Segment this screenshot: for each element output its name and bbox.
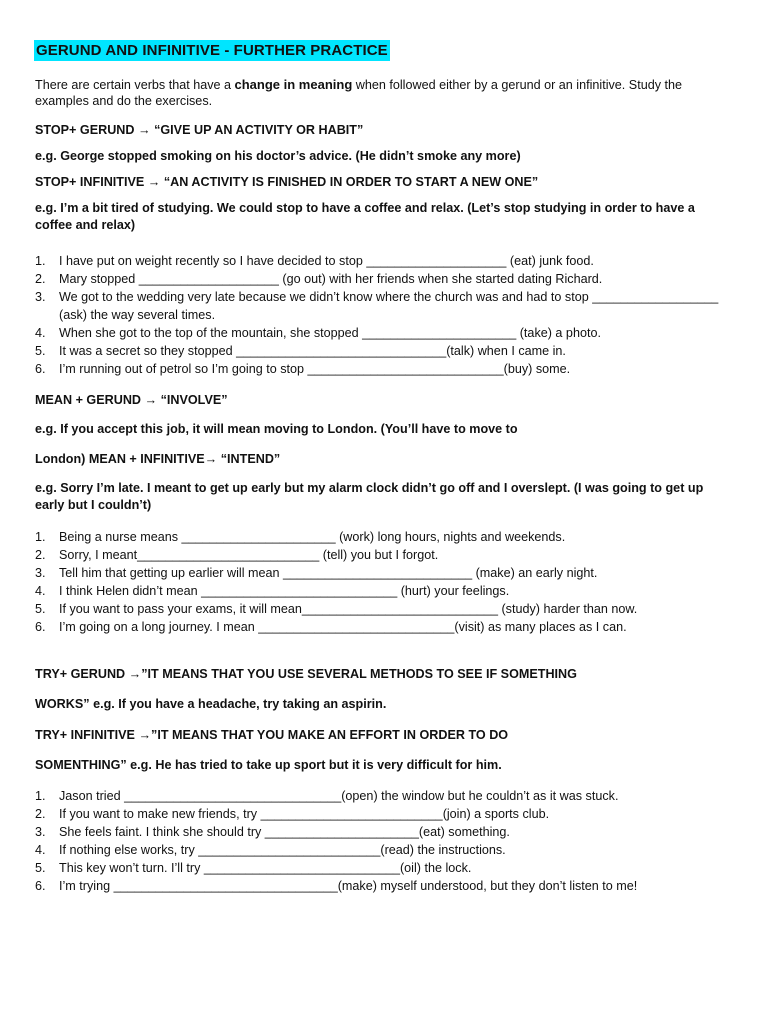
exercise-item: [35, 546, 735, 564]
item-text: We got to the wedding very late because we didn’t know where the church was and had to stop __________________ (ask) the way several times.: [59, 290, 719, 322]
try-infinitive-example: SOMENTHING” e.g. He has tried to take up sport but it is very difficult for him.: [35, 758, 502, 772]
intro-text-after: when followed either by a gerund or an infinitive. Study the examples and do the exercises.: [35, 78, 683, 108]
exercise-item: [35, 841, 735, 859]
exercise-item: [35, 787, 735, 805]
item-text: I’m trying ________________________________(make) myself understood, but they don’t listen to me!: [59, 879, 638, 893]
worksheet-page: [35, 40, 735, 895]
exercise-item: [35, 270, 735, 288]
item-number: 4.: [35, 584, 46, 598]
item-number: 6.: [35, 879, 46, 893]
page-title: GERUND AND INFINITIVE - FURTHER PRACTICE: [36, 42, 388, 59]
item-number: 6.: [35, 362, 46, 376]
try-gerund-rule: TRY+ GERUND →”IT MEANS THAT YOU USE SEVERAL METHODS TO SEE IF SOMETHING: [35, 667, 577, 681]
item-text: Mary stopped ____________________ (go out) with her friends when she started dating Richard.: [59, 272, 603, 286]
exercise-item: [35, 360, 735, 378]
item-number: 2.: [35, 272, 46, 286]
exercise-item: [35, 252, 735, 270]
item-text: If nothing else works, try __________________________(read) the instructions.: [59, 843, 506, 857]
stop-infinitive-rule: STOP+ INFINITIVE → “AN ACTIVITY IS FINISHED IN ORDER TO START A NEW ONE”: [35, 175, 539, 189]
stop-exercise-list: [35, 252, 735, 378]
intro-text-before: There are certain verbs that have a: [35, 78, 235, 92]
item-number: 4.: [35, 326, 46, 340]
item-text: I have put on weight recently so I have decided to stop ____________________ (eat) junk food.: [59, 254, 594, 268]
exercise-item: [35, 582, 735, 600]
item-number: 6.: [35, 620, 46, 634]
item-number: 4.: [35, 843, 46, 857]
item-number: 1.: [35, 254, 46, 268]
mean-gerund-example: e.g. If you accept this job, it will mean moving to London. (You’ll have to move to: [35, 422, 518, 436]
mean-infinitive-rule: London) MEAN + INFINITIVE→ “INTEND”: [35, 452, 281, 466]
item-number: 3.: [35, 825, 46, 839]
item-number: 3.: [35, 290, 46, 304]
item-number: 2.: [35, 548, 46, 562]
item-number: 2.: [35, 807, 46, 821]
item-text: I think Helen didn’t mean ____________________________ (hurt) your feelings.: [59, 584, 510, 598]
intro-paragraph: [35, 77, 735, 109]
mean-infinitive-example: e.g. Sorry I’m late. I meant to get up early but my alarm clock didn’t go off and I overslept. (I was going to get up early but I couldn’t): [35, 481, 704, 512]
exercise-item: [35, 600, 735, 618]
exercise-item: [35, 805, 735, 823]
item-number: 1.: [35, 789, 46, 803]
item-text: It was a secret so they stopped ______________________________(talk) when I came in.: [59, 344, 566, 358]
item-number: 5.: [35, 861, 46, 875]
item-text: I’m running out of petrol so I’m going to stop ____________________________(buy) some.: [59, 362, 571, 376]
item-number: 3.: [35, 566, 46, 580]
item-text: This key won’t turn. I’ll try ____________________________(oil) the lock.: [59, 861, 472, 875]
mean-gerund-rule: MEAN + GERUND → “INVOLVE”: [35, 393, 228, 407]
item-text: If you want to pass your exams, it will mean____________________________ (study) harder than now.: [59, 602, 638, 616]
exercise-item: [35, 564, 735, 582]
try-infinitive-rule: TRY+ INFINITIVE →”IT MEANS THAT YOU MAKE AN EFFORT IN ORDER TO DO: [35, 728, 509, 742]
item-text: I’m going on a long journey. I mean ____________________________(visit) as many places as I can.: [59, 620, 627, 634]
item-text: When she got to the top of the mountain, she stopped ______________________ (take) a photo.: [59, 326, 601, 340]
intro-highlight: change in meaning: [234, 77, 353, 92]
item-number: 5.: [35, 344, 46, 358]
exercise-item: [35, 342, 735, 360]
item-text: Being a nurse means ______________________ (work) long hours, nights and weekends.: [59, 530, 566, 544]
exercise-item: [35, 877, 735, 895]
exercise-item: [35, 823, 735, 841]
exercise-item: [35, 859, 735, 877]
item-text: Jason tried _______________________________(open) the window but he couldn’t as it was stuck.: [59, 789, 619, 803]
stop-gerund-rule: STOP+ GERUND → “GIVE UP AN ACTIVITY OR HABIT”: [35, 123, 364, 137]
try-exercise-list: [35, 787, 735, 895]
stop-gerund-example: e.g. George stopped smoking on his doctor’s advice. (He didn’t smoke any more): [35, 149, 521, 163]
exercise-item: [35, 618, 735, 636]
try-gerund-example: WORKS” e.g. If you have a headache, try taking an aspirin.: [35, 697, 387, 711]
exercise-item: [35, 288, 735, 324]
item-text: Tell him that getting up earlier will mean ___________________________ (make) an early night.: [59, 566, 598, 580]
stop-infinitive-example: e.g. I’m a bit tired of studying. We could stop to have a coffee and relax. (Let’s stop studying in order to have a coffee and relax): [35, 201, 695, 232]
item-text: If you want to make new friends, try __________________________(join) a sports club.: [59, 807, 550, 821]
item-number: 1.: [35, 530, 46, 544]
mean-exercise-list: [35, 528, 735, 636]
exercise-item: [35, 324, 735, 342]
exercise-item: [35, 528, 735, 546]
item-text: Sorry, I meant__________________________ (tell) you but I forgot.: [59, 548, 439, 562]
item-number: 5.: [35, 602, 46, 616]
item-text: She feels faint. I think she should try ______________________(eat) something.: [59, 825, 510, 839]
